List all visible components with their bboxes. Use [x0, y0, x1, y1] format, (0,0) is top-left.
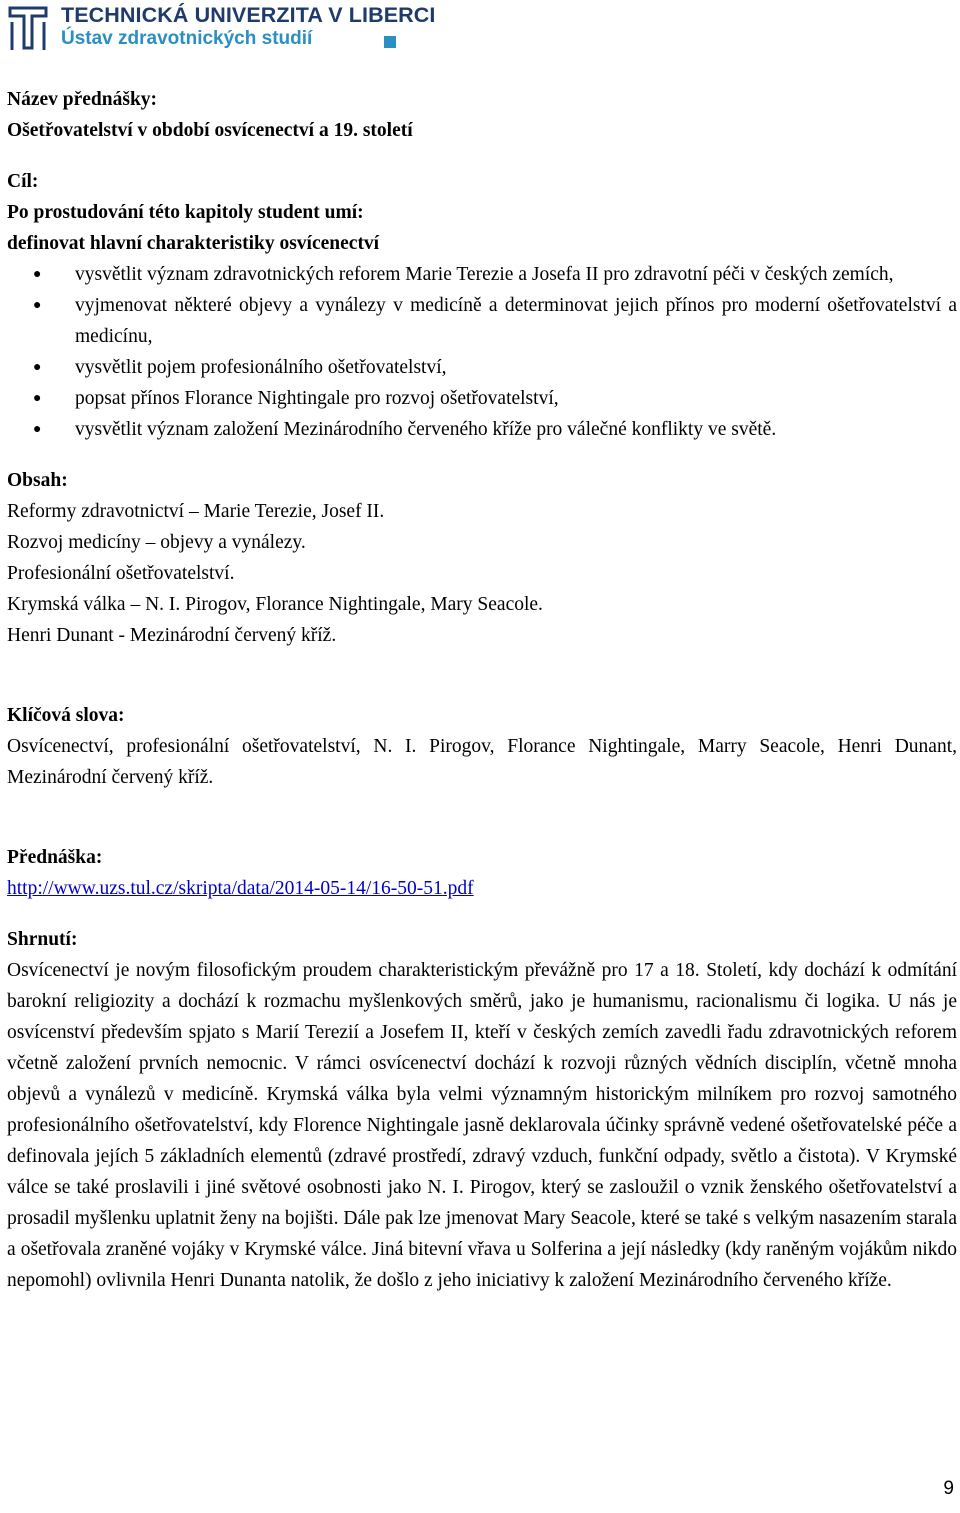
bullet-icon: ●	[33, 391, 42, 406]
lecture-link-heading: Přednáška:	[7, 847, 103, 868]
content-heading: Obsah:	[7, 470, 68, 491]
accent-square	[384, 36, 396, 48]
list-item-text: vysvětlit význam zdravotnických reforem Marie Terezie a Josefa II pro zdravotní péči v českých zemích,	[75, 264, 894, 285]
list-item-text: vysvětlit pojem profesionálního ošetřovatelství,	[75, 357, 447, 378]
content-line: Profesionální ošetřovatelství.	[7, 563, 235, 584]
institute-name: Ústav zdravotnických studií	[61, 28, 313, 49]
bullet-icon: ●	[33, 267, 42, 282]
list-item	[7, 414, 957, 445]
list-item	[7, 259, 957, 290]
bullet-icon: ●	[33, 422, 42, 437]
tul-logo-icon	[8, 6, 48, 50]
page-header	[0, 0, 960, 60]
university-name: TECHNICKÁ UNIVERZITA V LIBERCI	[61, 3, 436, 27]
list-item	[7, 290, 957, 352]
lecture-name-heading: Název přednášky:	[7, 89, 158, 110]
lecture-name: Ošetřovatelství v období osvícenectví a 19. století	[7, 120, 413, 141]
list-item-text: vyjmenovat některé objevy a vynálezy v medicíně a determinovat jejich přínos pro moderní ošetřovatelství a medicínu,	[75, 295, 957, 347]
content-line: Henri Dunant - Mezinárodní červený kříž.	[7, 625, 337, 646]
keywords-text: Osvícenectví, profesionální ošetřovatelství, N. I. Pirogov, Florance Nightingale, Marry Seacole, Henri Dunant, Mezinárodní červený kříž.	[7, 736, 957, 788]
content-line: Rozvoj medicíny – objevy a vynálezy.	[7, 532, 306, 553]
document-body	[7, 84, 957, 1296]
content-line: Reformy zdravotnictví – Marie Terezie, Josef II.	[7, 501, 385, 522]
list-item-text: vysvětlit význam založení Mezinárodního červeného kříže pro válečné konflikty ve světě.	[75, 419, 777, 440]
goal-definition: definovat hlavní charakteristiky osvícenectví	[7, 233, 380, 254]
summary-heading: Shrnutí:	[7, 929, 78, 950]
bullet-icon: ●	[33, 298, 42, 313]
goal-heading: Cíl:	[7, 171, 39, 192]
summary-text: Osvícenectví je novým filosofickým proudem charakteristickým převážně pro 17 a 18. Století, kdy dochází k odmítání barokní religiozity a dochází k rozmachu myšlenkových směrů, jako je humanismu, racionalismu či logika. U nás je osvícenství především spjato s Marií Terezií a Josefem II, kteří v českých zemích zavedli řadu zdravotnických reforem včetně založení prvních nemocnic. V rámci osvícenectví dochází k rozvoji různých vědních disciplín, včetně mnoha objevů a vynálezů v medicíně. Krymská válka byla velmi významným historickým milníkem pro rozvoj samotného profesionálního ošetřovatelství, kdy Florence Nightingale jasně deklarovala účinky správně vedené ošetřovatelské péče a definovala jejích 5 základních elementů (zdravé prostředí, zdravý vzduch, funkční odpady, světlo a čistota). V Krymské válce se také proslavili i jiné světové osobnosti jako N. I. Pirogov, který se zasloužil o vznik ženského ošetřovatelství a prosadil myšlenku uplatnit ženy na bojišti. Dále pak lze jmenovat Mary Seacole, které se také s velkým nasazením starala a ošetřovala zraněné vojáky v Krymské válce. Jiná bitevní vřava u Solferina a její následky (kdy raněným vojákům nikdo nepomohl) ovlivnila Henri Dunanta natolik, že došlo z jeho iniciativy k založení Mezinárodního červeného kříže.	[7, 960, 957, 1291]
list-item-text: popsat přínos Florance Nightingale pro rozvoj ošetřovatelství,	[75, 388, 559, 409]
bullet-icon: ●	[33, 360, 42, 375]
page-number: 9	[943, 1478, 954, 1499]
list-item	[7, 383, 957, 414]
list-item	[7, 352, 957, 383]
goal-intro: Po prostudování této kapitoly student umí:	[7, 202, 364, 223]
content-line: Krymská válka – N. I. Pirogov, Florance Nightingale, Mary Seacole.	[7, 594, 543, 615]
lecture-pdf-link[interactable]: http://www.uzs.tul.cz/skripta/data/2014-05-14/16-50-51.pdf	[7, 878, 474, 899]
keywords-heading: Klíčová slova:	[7, 705, 125, 726]
goal-list	[7, 259, 957, 445]
